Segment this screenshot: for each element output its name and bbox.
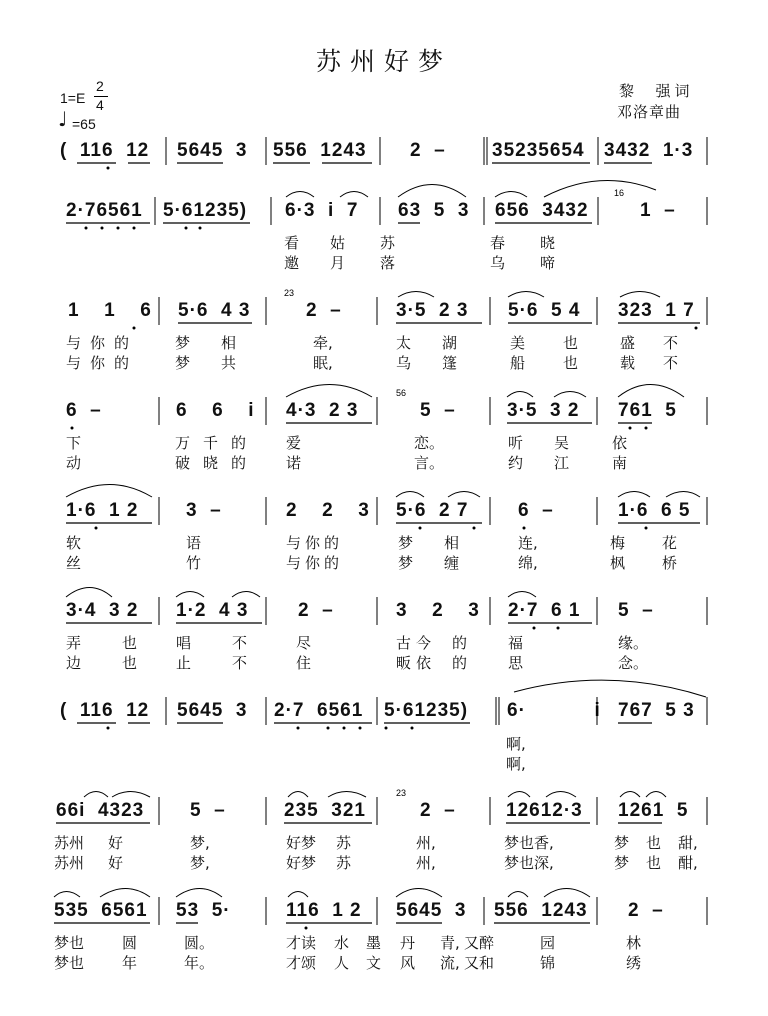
lyric: 古 <box>396 634 412 652</box>
lyric: 也 <box>646 834 662 852</box>
measure: 2 – <box>298 600 334 621</box>
measure: 2 2 3 <box>286 500 370 521</box>
lyric: 尽 <box>296 634 312 652</box>
lyric: 又和 <box>464 954 495 972</box>
lyric: 苏州 <box>54 854 85 872</box>
svg-text:56: 56 <box>396 388 407 398</box>
lyric: 姑 <box>330 234 346 252</box>
svg-text:23: 23 <box>284 288 295 298</box>
lyric: 才读 <box>286 934 317 952</box>
lyric: 连, <box>518 534 538 552</box>
lyric: 不 <box>232 634 248 652</box>
lyric: 梦 <box>398 554 414 572</box>
lyric: 不 <box>663 334 679 352</box>
lyric: 共 <box>221 354 237 372</box>
time-signature-top: 2 <box>96 78 104 94</box>
measure: 116 1 2 <box>286 900 362 921</box>
lyric: 思 <box>508 654 524 672</box>
lyric: 篷 <box>442 354 458 372</box>
lyric: 月 <box>330 254 346 272</box>
measure: 6 – <box>66 400 102 421</box>
lyric: 绵, <box>518 554 538 572</box>
octave-dots <box>71 167 698 930</box>
lyric: 圆 <box>122 934 138 952</box>
measure: 12612·3 <box>506 800 583 821</box>
lyric: 年。 <box>184 954 215 972</box>
measure: 235 321 <box>284 800 366 821</box>
measure: 5645 3 <box>396 900 467 921</box>
lyric: 不 <box>232 654 248 672</box>
lyric: 缘。 <box>618 634 649 652</box>
lyric: 酣, <box>678 854 698 872</box>
lyric: 文 <box>366 954 382 972</box>
lyric: 诺 <box>286 454 302 472</box>
lyric: 福 <box>508 634 524 652</box>
lyric: 晓 <box>540 234 556 252</box>
lyric: 丝 <box>66 554 82 572</box>
lyric: 载 <box>620 354 636 372</box>
measure: 767 5 3 <box>618 700 695 721</box>
lyric: 约 <box>508 454 524 472</box>
measure: ( 116 12 <box>60 140 150 161</box>
song-title: 苏州好梦 <box>315 47 452 76</box>
lyric: 相 <box>221 334 237 352</box>
time-signature-bottom: 4 <box>96 97 104 113</box>
lyric: 梦, <box>190 854 210 872</box>
lyric: 邀 <box>284 254 300 272</box>
lyric: 啊, <box>506 755 526 773</box>
lyric: 苏 <box>380 234 396 252</box>
lyric: 梅 <box>610 534 626 552</box>
measure: 6 6 i <box>176 400 255 421</box>
measure: 556 1243 <box>273 140 367 161</box>
lyric: 梦 <box>175 334 191 352</box>
measure: 5 – <box>618 600 654 621</box>
key-signature: 1=E <box>60 90 86 106</box>
lyric: 竹 <box>186 554 202 572</box>
lyric: 梦也 <box>54 954 85 972</box>
measure: 535 6561 <box>54 900 148 921</box>
measure: 1 – <box>640 200 676 221</box>
lyric: 丹 <box>400 934 416 952</box>
measure: 761 5 <box>618 400 677 421</box>
measure: 323 1 7 <box>618 300 695 321</box>
lyric: 又醉 <box>464 934 495 952</box>
measure: 5·61235) <box>163 200 248 221</box>
lyric: 的 <box>452 634 468 652</box>
measure: 2 – <box>306 300 342 321</box>
lyric: 好梦 <box>286 834 317 852</box>
lyric: 言。 <box>414 454 445 472</box>
lyric: 青, <box>440 934 460 952</box>
lyric: 破晓的 <box>175 454 260 472</box>
measure: 63 5 3 <box>398 200 470 221</box>
lyric: 也 <box>646 854 662 872</box>
lyric: 好 <box>108 854 124 872</box>
lyric: 盛 <box>620 334 636 352</box>
lyric: 相 <box>444 534 460 552</box>
measure: 2·76561 <box>66 200 143 221</box>
lyric: 南 <box>612 454 628 472</box>
lyric: 念。 <box>618 654 649 672</box>
lyric: 流, <box>440 954 460 972</box>
measure: 1·2 4 3 <box>176 600 249 621</box>
lyric: 美 <box>510 334 526 352</box>
grace-marks <box>284 188 624 798</box>
lyric: 牵, <box>313 334 333 352</box>
lyric: 好 <box>108 834 124 852</box>
lyric: 人 <box>334 954 350 972</box>
lyric: 也 <box>563 334 579 352</box>
lyric: 不 <box>663 354 679 372</box>
lyric: 苏 <box>336 834 352 852</box>
measure: 2 – <box>420 800 456 821</box>
svg-text:23: 23 <box>396 788 407 798</box>
lyric: 落 <box>380 254 396 272</box>
lyric: 州, <box>416 854 436 872</box>
lyric: 梦 <box>175 354 191 372</box>
lyric: 太 <box>396 334 412 352</box>
lyric: 也 <box>122 654 138 672</box>
lyric: 梦也香, <box>504 834 554 852</box>
measure: 5·6 5 4 <box>508 300 581 321</box>
measure: 3·5 2 3 <box>396 300 469 321</box>
lyric: 桥 <box>662 554 678 572</box>
lyric: 梦 <box>398 534 414 552</box>
lyric: 园 <box>540 934 556 952</box>
lyric: 锦 <box>540 954 556 972</box>
lyric: 乌 <box>396 354 412 372</box>
lyric: 梦, <box>190 834 210 852</box>
lyric: 住 <box>296 654 312 672</box>
lyric: 动 <box>66 454 82 472</box>
measure: ( 116 12 <box>60 700 150 721</box>
measure: 656 3432 <box>495 200 589 221</box>
measure: 5 – <box>190 800 226 821</box>
lyric: 眠, <box>313 354 333 372</box>
lyric: 爱 <box>286 434 302 452</box>
lyric: 绣 <box>626 954 642 972</box>
lyric: 船 <box>510 354 526 372</box>
measure: 6 – <box>518 500 554 521</box>
lyric: 林 <box>626 934 642 952</box>
measure: 5·6 2 7 <box>396 500 469 521</box>
measure: 2·7 6 1 <box>508 600 581 621</box>
measure: 1 1 6 <box>68 300 152 321</box>
lyric: 甜, <box>678 834 698 852</box>
quarter-note-icon: ♩ <box>58 107 68 131</box>
lyric: 啊, <box>506 735 526 753</box>
lyric: 墨 <box>366 934 382 952</box>
lyric: 梦 <box>614 854 630 872</box>
lyric: 依 <box>416 654 432 672</box>
lyric: 梦也深, <box>504 854 554 872</box>
lyric: 乌 <box>490 254 506 272</box>
measure: 3·5 3 2 <box>507 400 580 421</box>
measure: 2·7 6561 <box>274 700 364 721</box>
lyric: 也 <box>563 354 579 372</box>
lyric: 也 <box>122 634 138 652</box>
lyric: 与你的 <box>66 334 139 352</box>
measure: 5·6 4 3 <box>178 300 251 321</box>
measure: 1261 5 <box>618 800 689 821</box>
measure: 3432 1·3 <box>604 140 694 161</box>
lyric: 风 <box>400 954 416 972</box>
composer-credit: 邓洛章曲 <box>617 103 682 121</box>
lyric: 与你的 <box>66 354 139 372</box>
lyric: 万千的 <box>175 434 260 452</box>
measure: 5645 3 <box>177 140 248 161</box>
lyric: 啼 <box>540 254 556 272</box>
lyric: 苏州 <box>54 834 85 852</box>
lyric: 听 <box>508 434 524 452</box>
measure: 5 – <box>420 400 456 421</box>
lyric: 圆。 <box>184 934 215 952</box>
lyric: 今 <box>416 634 432 652</box>
svg-text:16: 16 <box>614 188 625 198</box>
measure: 2 – <box>410 140 446 161</box>
lyricist-credit: 黎 强词 <box>619 82 694 100</box>
measure: 1·6 6 5 <box>618 500 691 521</box>
lyric: 唱 <box>176 634 192 652</box>
measure: 3 – <box>186 500 222 521</box>
slurs <box>54 181 706 897</box>
lyric: 年 <box>122 954 138 972</box>
lyric: 江 <box>554 454 570 472</box>
measure: 66i 4323 <box>56 800 145 821</box>
lyric: 语 <box>186 534 202 552</box>
lyric: 软 <box>66 534 82 552</box>
lyric: 缠 <box>444 554 460 572</box>
measure: 3 2 3 <box>396 600 480 621</box>
measure: 4·3 2 3 <box>286 400 359 421</box>
lyric: 下 <box>66 434 82 452</box>
lyric: 苏 <box>336 854 352 872</box>
measure: 53 5· <box>176 900 231 921</box>
lyric: 边 <box>66 654 82 672</box>
lyric: 梦 <box>614 834 630 852</box>
lyric: 恋。 <box>414 434 445 452</box>
lyric: 湖 <box>442 334 458 352</box>
lyric: 依 <box>612 434 628 452</box>
measure: 5·61235) <box>384 700 469 721</box>
lyric: 看 <box>284 234 300 252</box>
lyric: 花 <box>662 534 678 552</box>
lyric: 吴 <box>554 434 570 452</box>
lyric: 好梦 <box>286 854 317 872</box>
lyric: 止 <box>176 654 192 672</box>
measure: 35235654 <box>492 140 585 161</box>
measure: 1·6 1 2 <box>66 500 139 521</box>
lyric: 梦也 <box>54 934 85 952</box>
measure: 2 – <box>628 900 664 921</box>
measure: 3·4 3 2 <box>66 600 139 621</box>
measure: 556 1243 <box>494 900 588 921</box>
measure: 6·3 i 7 <box>285 200 359 221</box>
barlines <box>155 137 707 925</box>
lyric: 才颂 <box>286 954 317 972</box>
lyric: 弄 <box>66 634 82 652</box>
measure: 6· i <box>507 700 601 721</box>
lyric: 与你的 <box>286 554 344 572</box>
lyric: 州, <box>416 834 436 852</box>
lyric: 与你的 <box>286 534 344 552</box>
lyric: 畈 <box>396 654 412 672</box>
lyric: 水 <box>334 934 350 952</box>
measure: 5645 3 <box>177 700 248 721</box>
lyric: 春 <box>490 234 506 252</box>
tempo-marking: =65 <box>72 116 96 132</box>
lyric: 枫 <box>610 554 626 572</box>
lyric: 的 <box>452 654 468 672</box>
